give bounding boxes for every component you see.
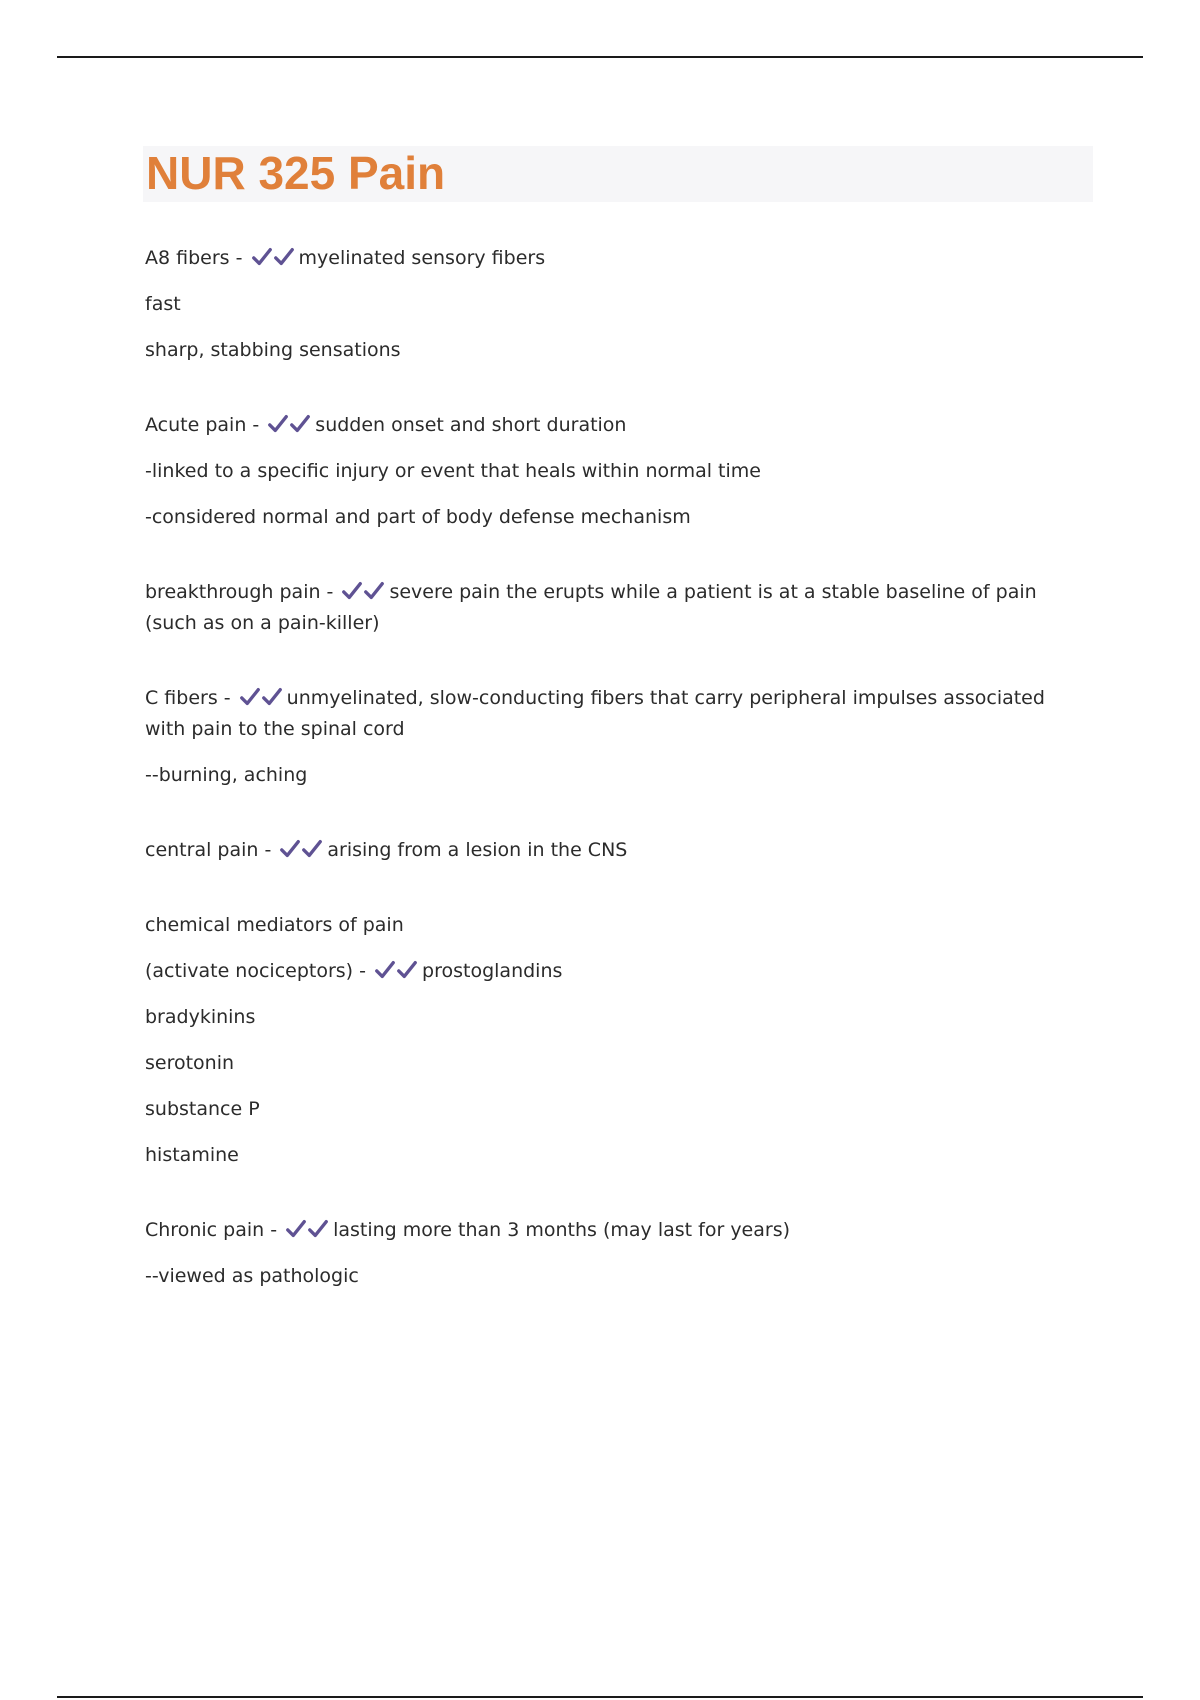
term-label: A8 fibers -	[145, 247, 249, 269]
flashcard-entry	[145, 683, 1085, 791]
definition-text: severe pain the erupts while a patient is at a stable baseline of pain (such as on a pain-killer)	[145, 581, 1037, 634]
definition-detail-line: --viewed as pathologic	[145, 1265, 359, 1287]
definition-detail-line: sharp, stabbing sensations	[145, 339, 401, 361]
flashcard-entry	[145, 910, 1085, 1171]
definition-detail-line: -considered normal and part of body defense mechanism	[145, 506, 691, 528]
double-check-marks	[267, 414, 311, 436]
flashcard-entry	[145, 1215, 1085, 1292]
definition-text: unmyelinated, slow-conducting fibers that carry peripheral impulses associated with pain to the spinal cord	[145, 687, 1045, 740]
term-label: C fibers -	[145, 687, 237, 709]
checkmark-icon	[279, 838, 301, 860]
definition-text: sudden onset and short duration	[315, 414, 627, 436]
checkmark-icon	[251, 246, 273, 268]
term-definition-line	[145, 835, 1085, 866]
flashcard-entry	[145, 410, 1085, 533]
definition-detail-line: serotonin	[145, 1052, 235, 1074]
checkmark-icon	[267, 413, 289, 435]
checkmark-icon	[396, 959, 418, 981]
definition-detail-line: --burning, aching	[145, 764, 308, 786]
term-label: central pain -	[145, 839, 278, 861]
term-definition-line	[145, 577, 1085, 639]
term-definition-line	[145, 956, 1085, 987]
double-check-marks	[239, 687, 283, 709]
definition-text: prostoglandins	[422, 960, 563, 982]
checkmark-icon	[261, 686, 283, 708]
checkmark-icon	[363, 580, 385, 602]
definition-text: myelinated sensory fibers	[298, 247, 546, 269]
double-check-marks	[279, 839, 323, 861]
checkmark-icon	[307, 1218, 329, 1240]
definition-detail-line: substance P	[145, 1098, 260, 1120]
term-definition-line	[145, 683, 1085, 745]
definition-text: arising from a lesion in the CNS	[327, 839, 628, 861]
term-label: (activate nociceptors) -	[145, 960, 373, 982]
checkmark-icon	[301, 838, 323, 860]
definition-detail-line: fast	[145, 293, 181, 315]
double-check-marks	[341, 581, 385, 603]
definition-detail-line: histamine	[145, 1144, 239, 1166]
term-label: Chronic pain -	[145, 1219, 284, 1241]
checkmark-icon	[285, 1218, 307, 1240]
term-heading-line: chemical mediators of pain	[145, 914, 404, 936]
footer-rule	[57, 1696, 1143, 1698]
definition-detail-line: -linked to a specific injury or event that heals within normal time	[145, 460, 761, 482]
definition-detail-line: bradykinins	[145, 1006, 256, 1028]
header-rule	[57, 56, 1143, 58]
double-check-marks	[285, 1219, 329, 1241]
checkmark-icon	[341, 580, 363, 602]
checkmark-icon	[374, 959, 396, 981]
term-label: Acute pain -	[145, 414, 266, 436]
flashcard-entry	[145, 835, 1085, 866]
checkmark-icon	[273, 246, 295, 268]
term-definition-line	[145, 1215, 1085, 1246]
flashcard-entry	[145, 243, 1085, 366]
flashcard-list	[145, 243, 1085, 1336]
flashcard-entry	[145, 577, 1085, 639]
checkmark-icon	[289, 413, 311, 435]
double-check-marks	[374, 960, 418, 982]
term-definition-line	[145, 410, 1085, 441]
term-label: breakthrough pain -	[145, 581, 340, 603]
checkmark-icon	[239, 686, 261, 708]
term-definition-line	[145, 243, 1085, 274]
document-title: NUR 325 Pain	[146, 147, 446, 199]
definition-text: lasting more than 3 months (may last for years)	[333, 1219, 791, 1241]
double-check-marks	[251, 247, 295, 269]
